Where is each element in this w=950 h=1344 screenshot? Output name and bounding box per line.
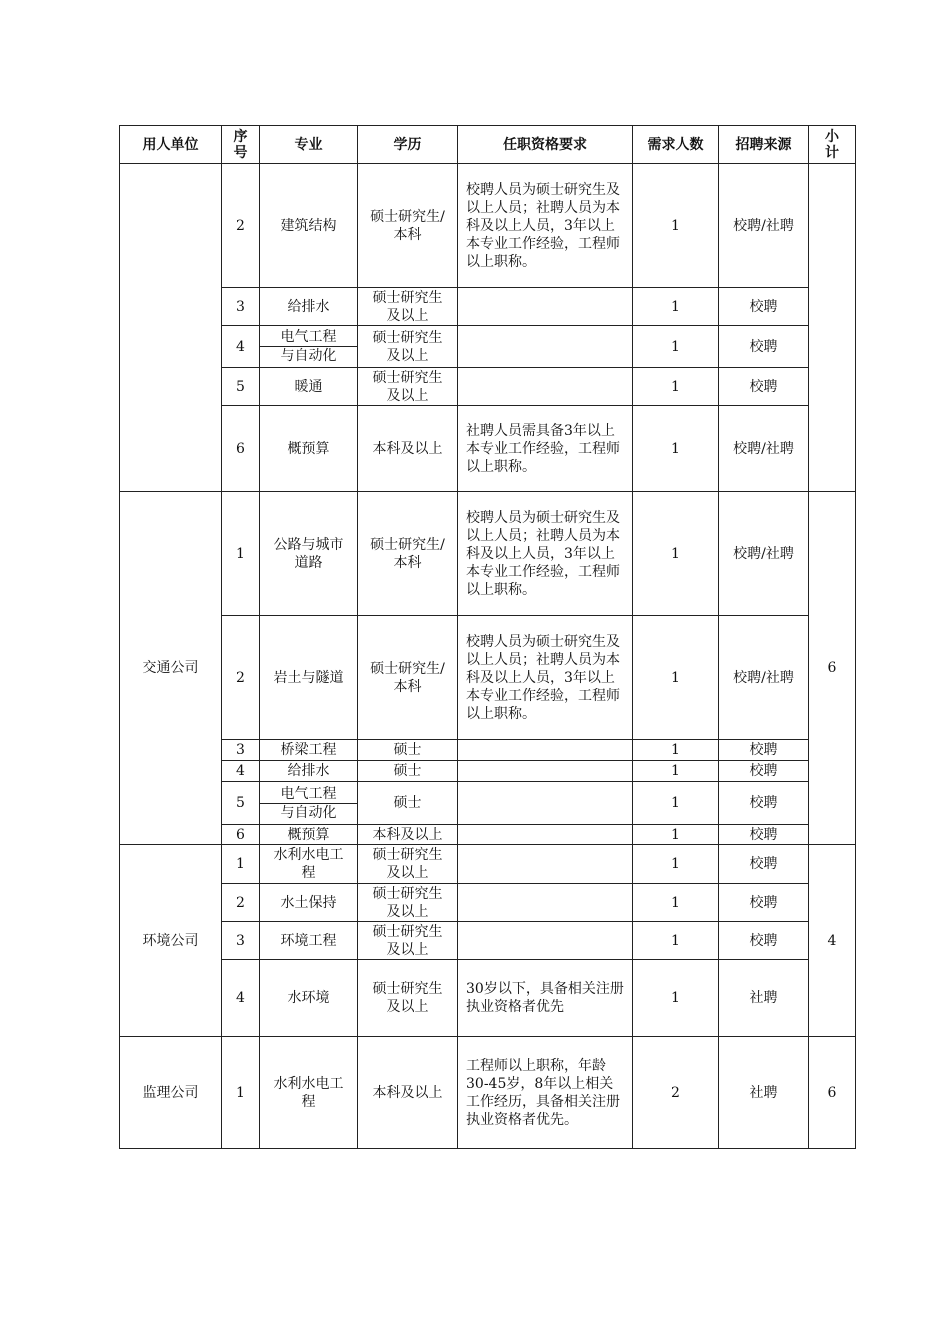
requirements-cell bbox=[458, 368, 633, 406]
unit-cell: 交通公司 bbox=[120, 492, 222, 845]
source-cell: 校聘 bbox=[719, 761, 809, 782]
source-cell: 校聘 bbox=[719, 326, 809, 368]
table-row bbox=[120, 782, 856, 825]
source-cell: 校聘 bbox=[719, 922, 809, 960]
seq-cell: 1 bbox=[222, 1037, 260, 1149]
recruitment-table bbox=[119, 125, 856, 1149]
major-cell: 概预算 bbox=[260, 825, 358, 845]
count-cell: 1 bbox=[633, 825, 719, 845]
col-unit: 用人单位 bbox=[120, 126, 222, 164]
source-cell: 校聘 bbox=[719, 740, 809, 761]
requirements-cell bbox=[458, 326, 633, 368]
major-cell: 公路与城市道路 bbox=[260, 492, 358, 616]
table-row bbox=[120, 761, 856, 782]
requirements-cell bbox=[458, 825, 633, 845]
source-cell: 校聘 bbox=[719, 884, 809, 922]
count-cell: 1 bbox=[633, 884, 719, 922]
unit-cell: 环境公司 bbox=[120, 845, 222, 1037]
subtotal-cell: 4 bbox=[809, 845, 856, 1037]
major-cell: 概预算 bbox=[260, 406, 358, 492]
col-count: 需求人数 bbox=[633, 126, 719, 164]
count-cell: 1 bbox=[633, 960, 719, 1037]
count-cell: 1 bbox=[633, 406, 719, 492]
count-cell: 1 bbox=[633, 492, 719, 616]
source-cell: 校聘 bbox=[719, 825, 809, 845]
requirements-cell bbox=[458, 845, 633, 884]
subtotal-cell: 6 bbox=[809, 492, 856, 845]
seq-cell: 3 bbox=[222, 288, 260, 326]
seq-cell: 5 bbox=[222, 782, 260, 825]
seq-cell: 4 bbox=[222, 326, 260, 368]
table-row bbox=[120, 884, 856, 922]
source-cell: 校聘/社聘 bbox=[719, 164, 809, 288]
education-cell: 硕士研究生及以上 bbox=[358, 368, 458, 406]
major-cell: 水土保持 bbox=[260, 884, 358, 922]
col-major: 专业 bbox=[260, 126, 358, 164]
requirements-cell: 校聘人员为硕士研究生及以上人员；社聘人员为本科及以上人员，3年以上本专业工作经验，工程师以上职称。 bbox=[458, 492, 633, 616]
count-cell: 1 bbox=[633, 164, 719, 288]
source-cell: 社聘 bbox=[719, 1037, 809, 1149]
count-cell: 2 bbox=[633, 1037, 719, 1149]
education-cell: 硕士研究生及以上 bbox=[358, 845, 458, 884]
education-cell: 本科及以上 bbox=[358, 825, 458, 845]
seq-cell: 5 bbox=[222, 368, 260, 406]
major-cell: 建筑结构 bbox=[260, 164, 358, 288]
education-cell: 硕士研究生及以上 bbox=[358, 326, 458, 368]
requirements-cell: 工程师以上职称，年龄30-45岁，8年以上相关工作经历，具备相关注册执业资格者优先。 bbox=[458, 1037, 633, 1149]
count-cell: 1 bbox=[633, 761, 719, 782]
major-cell: 暖通 bbox=[260, 368, 358, 406]
requirements-cell: 校聘人员为硕士研究生及以上人员；社聘人员为本科及以上人员，3年以上本专业工作经验，工程师以上职称。 bbox=[458, 616, 633, 740]
source-cell: 校聘 bbox=[719, 782, 809, 825]
table-row bbox=[120, 326, 856, 368]
source-cell: 校聘 bbox=[719, 288, 809, 326]
count-cell: 1 bbox=[633, 368, 719, 406]
source-cell: 社聘 bbox=[719, 960, 809, 1037]
education-cell: 本科及以上 bbox=[358, 1037, 458, 1149]
seq-cell: 1 bbox=[222, 492, 260, 616]
major-line-2: 与自动化 bbox=[260, 346, 357, 365]
requirements-cell bbox=[458, 288, 633, 326]
requirements-cell bbox=[458, 922, 633, 960]
seq-cell: 3 bbox=[222, 740, 260, 761]
table-row bbox=[120, 616, 856, 740]
major-cell: 桥梁工程 bbox=[260, 740, 358, 761]
education-cell: 硕士研究生及以上 bbox=[358, 884, 458, 922]
major-line-1: 电气工程 bbox=[280, 329, 337, 345]
major-cell bbox=[260, 326, 358, 368]
count-cell: 1 bbox=[633, 326, 719, 368]
major-line-2: 与自动化 bbox=[260, 803, 357, 822]
education-cell: 硕士研究生/本科 bbox=[358, 164, 458, 288]
table-row bbox=[120, 368, 856, 406]
seq-cell: 1 bbox=[222, 845, 260, 884]
table-row bbox=[120, 164, 856, 288]
source-cell: 校聘 bbox=[719, 368, 809, 406]
table-row bbox=[120, 825, 856, 845]
table-row bbox=[120, 960, 856, 1037]
seq-cell: 2 bbox=[222, 164, 260, 288]
major-cell: 水环境 bbox=[260, 960, 358, 1037]
col-requirements: 任职资格要求 bbox=[458, 126, 633, 164]
major-cell: 岩土与隧道 bbox=[260, 616, 358, 740]
table-row bbox=[120, 1037, 856, 1149]
count-cell: 1 bbox=[633, 782, 719, 825]
education-cell: 本科及以上 bbox=[358, 406, 458, 492]
education-cell: 硕士 bbox=[358, 782, 458, 825]
table-row bbox=[120, 922, 856, 960]
education-cell: 硕士研究生/本科 bbox=[358, 616, 458, 740]
requirements-cell: 校聘人员为硕士研究生及以上人员；社聘人员为本科及以上人员，3年以上本专业工作经验，工程师以上职称。 bbox=[458, 164, 633, 288]
count-cell: 1 bbox=[633, 922, 719, 960]
education-cell: 硕士 bbox=[358, 761, 458, 782]
source-cell: 校聘/社聘 bbox=[719, 406, 809, 492]
col-subtotal: 小计 bbox=[809, 126, 856, 164]
col-seq: 序号 bbox=[222, 126, 260, 164]
col-education: 学历 bbox=[358, 126, 458, 164]
seq-cell: 2 bbox=[222, 616, 260, 740]
education-cell: 硕士研究生及以上 bbox=[358, 922, 458, 960]
table-row bbox=[120, 740, 856, 761]
major-cell: 水利水电工程 bbox=[260, 1037, 358, 1149]
seq-cell: 3 bbox=[222, 922, 260, 960]
count-cell: 1 bbox=[633, 616, 719, 740]
requirements-cell bbox=[458, 761, 633, 782]
source-cell: 校聘 bbox=[719, 845, 809, 884]
subtotal-cell: 6 bbox=[809, 1037, 856, 1149]
major-cell: 给排水 bbox=[260, 761, 358, 782]
seq-cell: 6 bbox=[222, 406, 260, 492]
table-row bbox=[120, 845, 856, 884]
header-row bbox=[120, 126, 856, 164]
unit-cell bbox=[120, 164, 222, 492]
seq-cell: 4 bbox=[222, 960, 260, 1037]
table-row bbox=[120, 492, 856, 616]
count-cell: 1 bbox=[633, 740, 719, 761]
requirements-cell: 社聘人员需具备3年以上本专业工作经验，工程师以上职称。 bbox=[458, 406, 633, 492]
table-row bbox=[120, 288, 856, 326]
major-cell: 水利水电工程 bbox=[260, 845, 358, 884]
seq-cell: 4 bbox=[222, 761, 260, 782]
education-cell: 硕士 bbox=[358, 740, 458, 761]
count-cell: 1 bbox=[633, 288, 719, 326]
major-cell: 环境工程 bbox=[260, 922, 358, 960]
seq-cell: 6 bbox=[222, 825, 260, 845]
source-cell: 校聘/社聘 bbox=[719, 492, 809, 616]
education-cell: 硕士研究生及以上 bbox=[358, 288, 458, 326]
count-cell: 1 bbox=[633, 845, 719, 884]
seq-cell: 2 bbox=[222, 884, 260, 922]
education-cell: 硕士研究生及以上 bbox=[358, 960, 458, 1037]
major-cell: 给排水 bbox=[260, 288, 358, 326]
major-cell bbox=[260, 782, 358, 825]
requirements-cell bbox=[458, 884, 633, 922]
unit-cell: 监理公司 bbox=[120, 1037, 222, 1149]
col-source: 招聘来源 bbox=[719, 126, 809, 164]
major-line-1: 电气工程 bbox=[280, 785, 337, 802]
subtotal-cell bbox=[809, 164, 856, 492]
requirements-cell: 30岁以下，具备相关注册执业资格者优先 bbox=[458, 960, 633, 1037]
requirements-cell bbox=[458, 740, 633, 761]
education-cell: 硕士研究生/本科 bbox=[358, 492, 458, 616]
source-cell: 校聘/社聘 bbox=[719, 616, 809, 740]
requirements-cell bbox=[458, 782, 633, 825]
table-row bbox=[120, 406, 856, 492]
